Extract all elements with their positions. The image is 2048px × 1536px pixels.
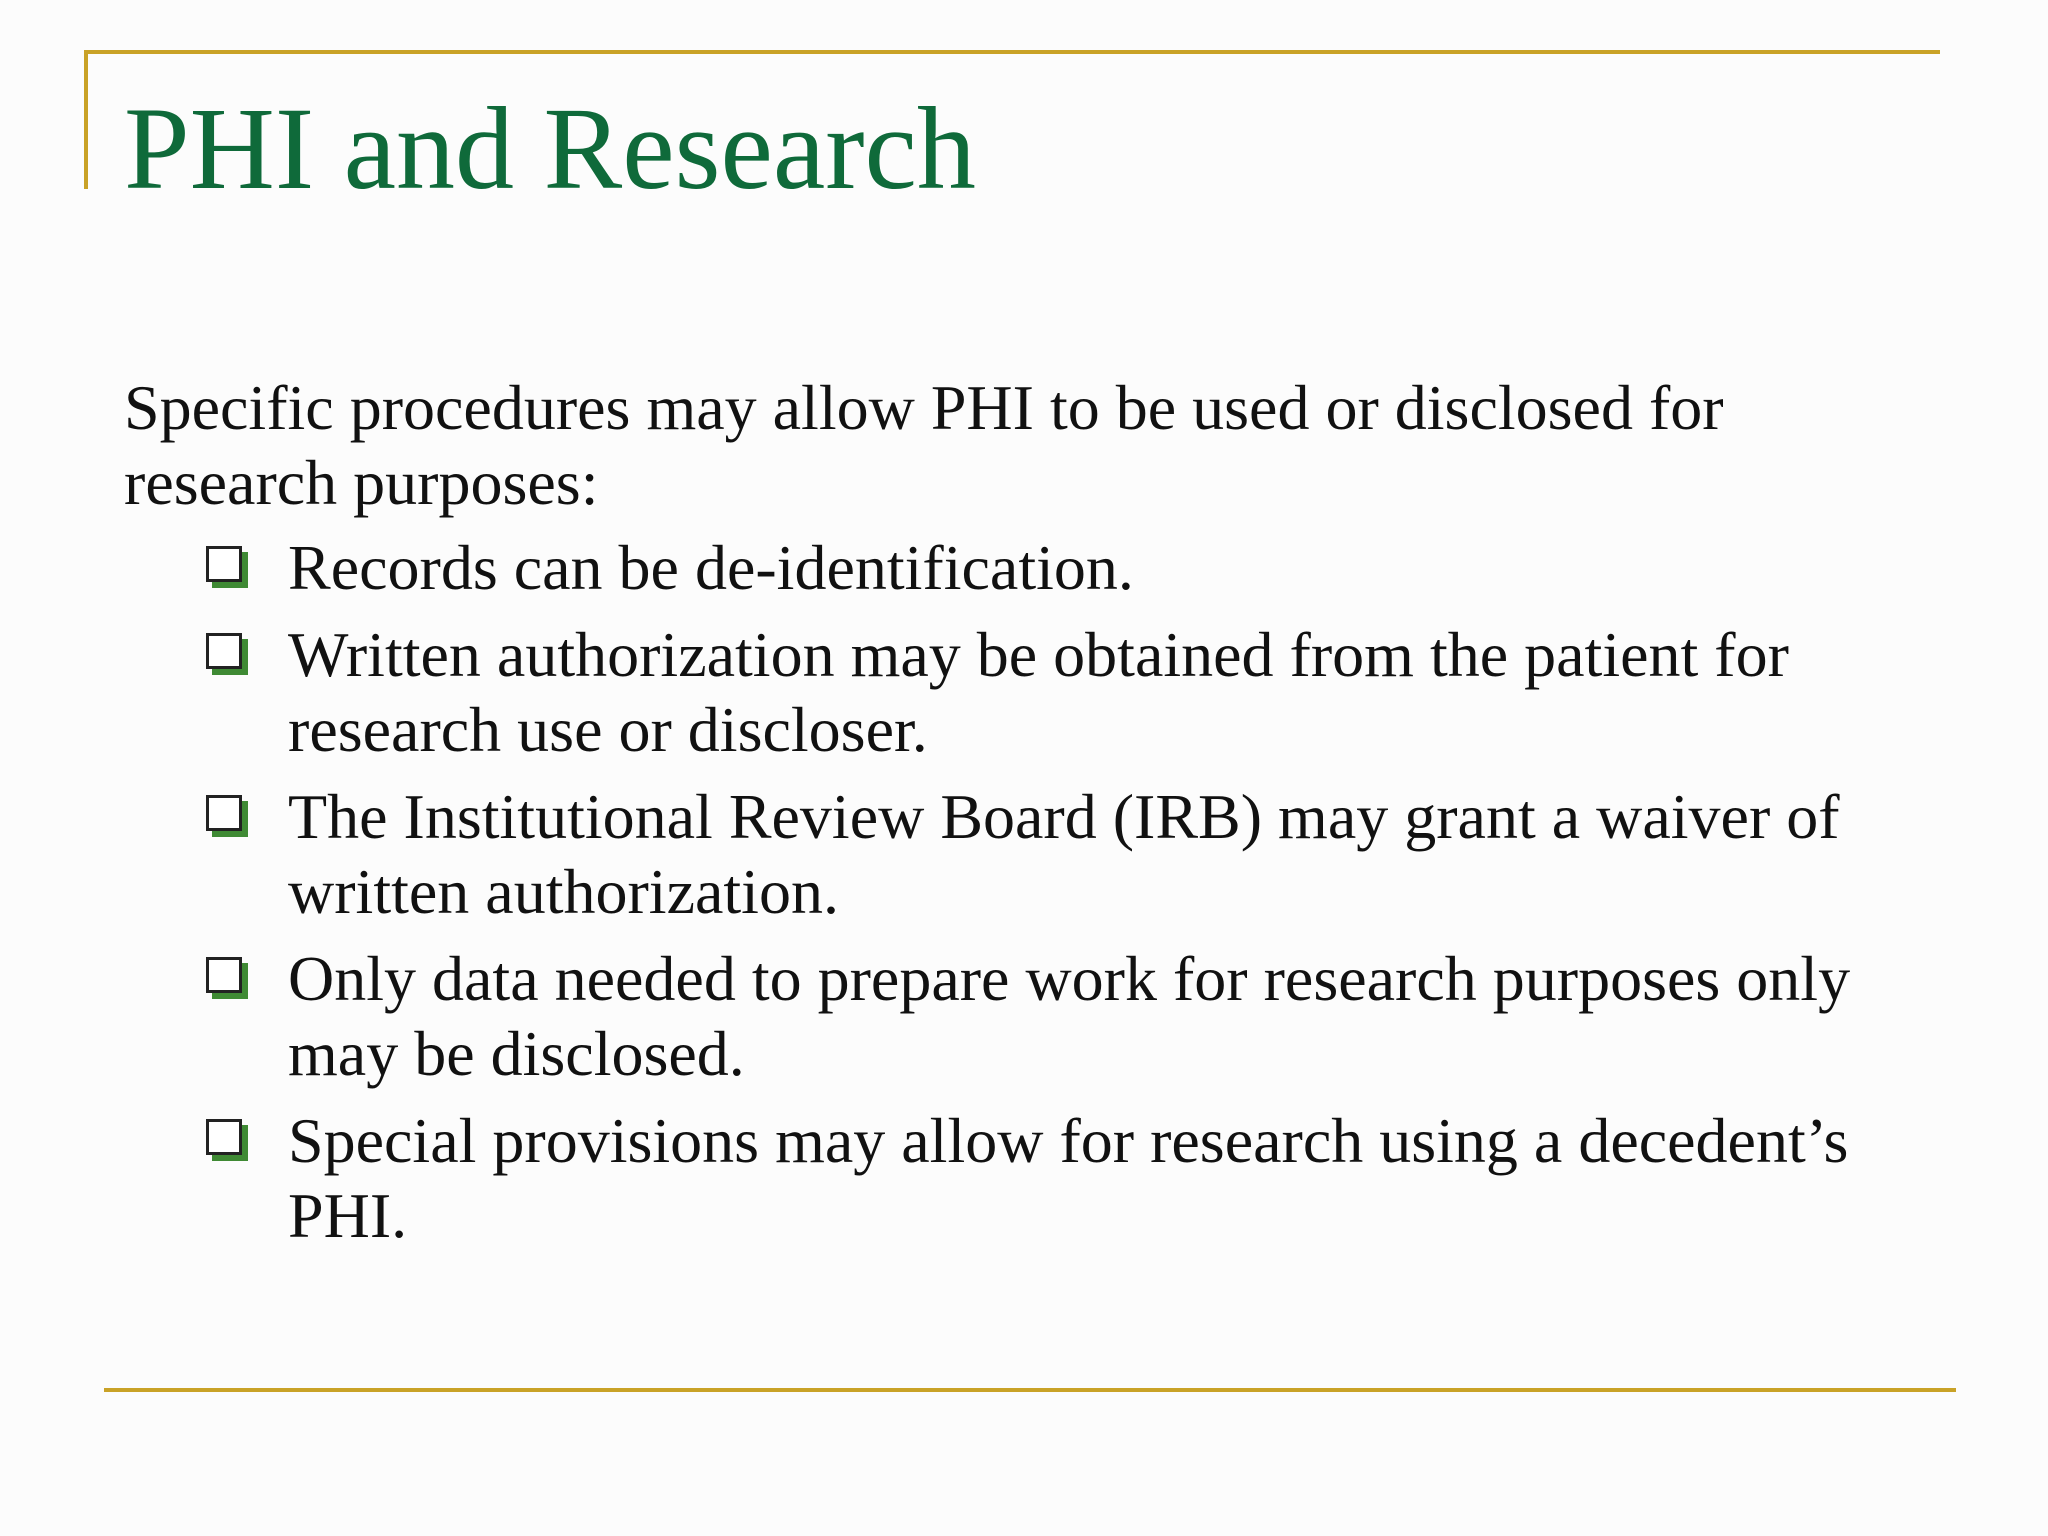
bullet-text: Special provisions may allow for research using a decedent’s PHI. — [288, 1105, 1849, 1251]
bottom-rule — [104, 1388, 1956, 1392]
hollow-box-bullet-icon — [206, 1119, 242, 1155]
bullet-item — [200, 530, 1930, 605]
bullet-item — [200, 941, 1930, 1091]
hollow-box-bullet-icon — [206, 795, 242, 831]
hollow-box-bullet-icon — [206, 957, 242, 993]
left-rule — [84, 50, 88, 189]
intro-text: Specific procedures may allow PHI to be used or disclosed for research purposes: — [124, 372, 1724, 518]
slide-title: PHI and Research — [124, 83, 976, 214]
bullet-text: The Institutional Review Board (IRB) may grant a waiver of written authorization. — [288, 781, 1840, 927]
bullet-item — [200, 779, 1930, 929]
bullet-item — [200, 1103, 1930, 1253]
hollow-box-bullet-icon — [206, 546, 242, 582]
bullet-text: Only data needed to prepare work for research purposes only may be disclosed. — [288, 943, 1851, 1089]
hollow-box-bullet-icon — [206, 633, 242, 669]
bullet-list — [200, 530, 1930, 1265]
top-rule — [84, 50, 1940, 54]
bullet-text: Records can be de-identification. — [288, 532, 1134, 603]
bullet-item — [200, 617, 1930, 767]
bullet-text: Written authorization may be obtained from the patient for research use or discloser. — [288, 619, 1789, 765]
